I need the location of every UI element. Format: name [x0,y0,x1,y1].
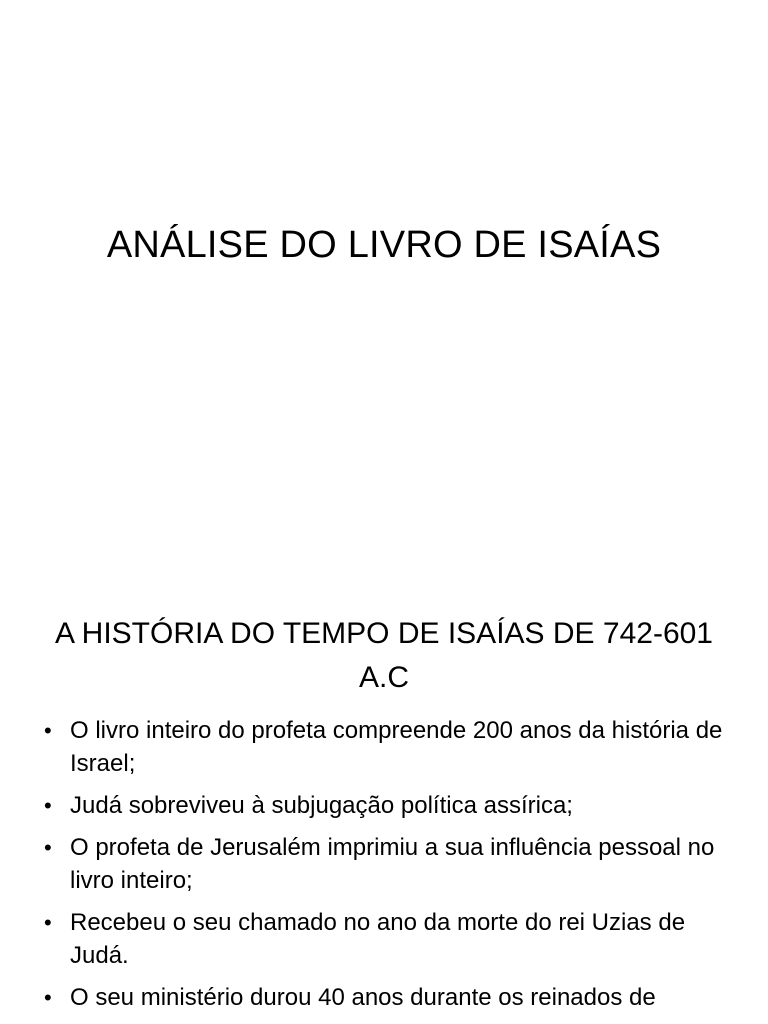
bullet-icon: • [44,718,52,743]
bullet-item [44,714,734,780]
slide-title: ANÁLISE DO LIVRO DE ISAÍAS [106,224,662,266]
bullet-icon: • [44,835,52,860]
bullet-item [44,831,734,897]
bullet-text: Judá sobreviveu à subjugação política assírica; [70,792,573,819]
slide-heading [30,612,738,700]
bullet-text: O livro inteiro do profeta compreende 200 anos da história de Israel; [70,717,723,777]
bullet-icon: • [44,985,52,1010]
bullet-item [44,906,734,972]
bullet-text: Recebeu o seu chamado no ano da morte do rei Uzias de Judá. [70,909,686,969]
content-slide [0,576,768,1024]
bullet-list [44,714,734,1023]
bullet-text: O seu ministério durou 40 anos durante os reinados de [70,984,656,1011]
bullet-item [44,789,734,822]
slide-heading-line-1: A HISTÓRIA DO TEMPO DE ISAÍAS DE 742-601 [54,617,713,650]
bullet-item [44,981,734,1014]
slide-heading-line-2: A.C [358,661,409,694]
bullet-text: O profeta de Jerusalém imprimiu a sua influência pessoal no livro inteiro; [70,834,715,894]
bullet-icon: • [44,793,52,818]
bullet-icon: • [44,910,52,935]
